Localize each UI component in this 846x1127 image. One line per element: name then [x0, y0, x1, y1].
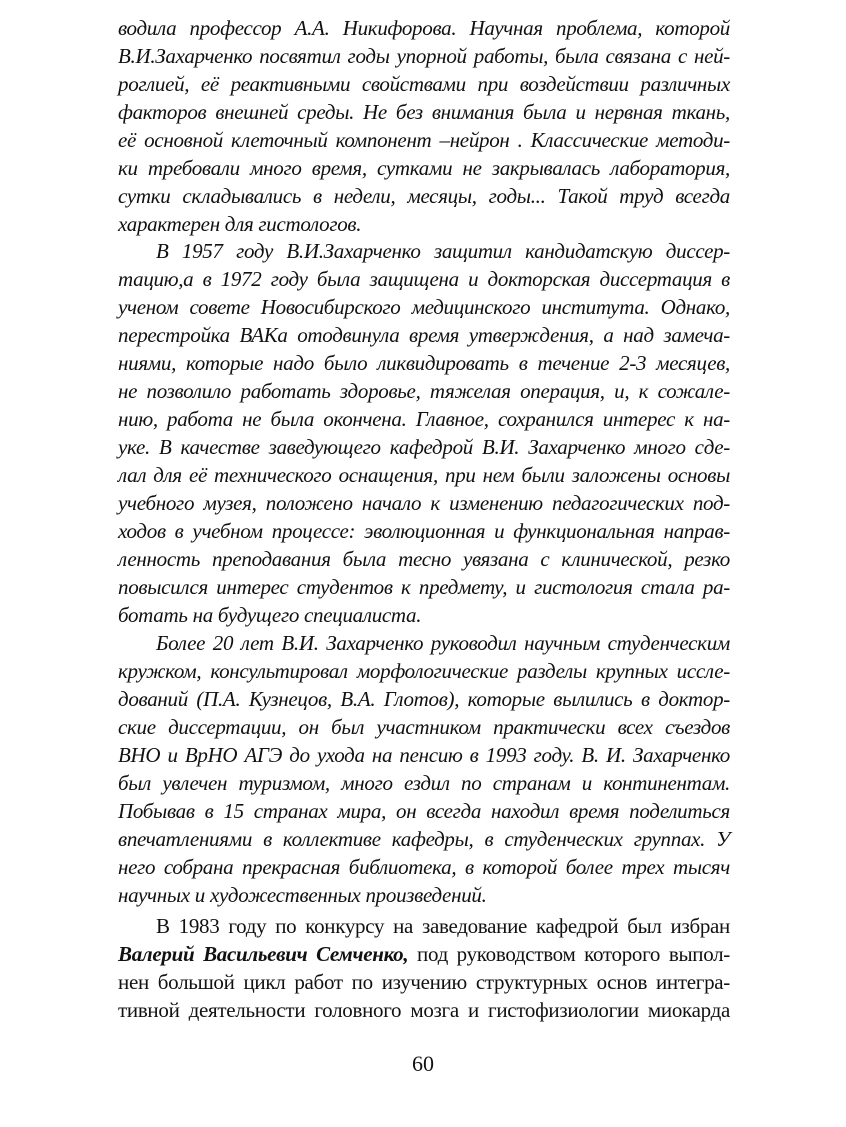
text-line: В.И.Захарченко посвятил годы упорной работы, была связана с ней- [118, 44, 730, 68]
text-line: В 1957 году В.И.Захарченко защитил кандидатскую диссер- [156, 239, 730, 263]
text-line: тивной деятельности головного мозга и гистофизиологии миокарда [118, 998, 730, 1022]
text-line: роглией, её реактивными свойствами при воздействии различных [118, 72, 730, 96]
text-line: повысился интерес студентов к предмету, и гистология стала ра- [118, 575, 730, 599]
text-line: впечатлениями в коллективе кафедры, в студенческих группах. У [118, 827, 730, 851]
text-line: ходов в учебном процессе: эволюционная и функциональная направ- [118, 519, 730, 543]
text-fragment: под руководством которого выпол- [408, 942, 730, 966]
text-line: характерен для гистологов. [118, 212, 362, 236]
text-line: Побывав в 15 странах мира, он всегда находил время поделиться [118, 799, 730, 823]
text-line: дований (П.А. Кузнецов, В.А. Глотов), которые вылились в доктор- [118, 687, 730, 711]
text-line: него собрана прекрасная библиотека, в которой более трех тысяч [118, 855, 730, 879]
page-number: 60 [412, 1051, 434, 1076]
text-line: научных и художественных произведений. [118, 883, 487, 907]
text-line: ки требовали много время, сутками не закрывалась лаборатория, [118, 156, 730, 180]
text-line: ские диссертации, он был участником практически всех съездов [118, 715, 730, 739]
text-line: лал для её технического оснащения, при нем были заложены основы [118, 463, 730, 487]
text-line: уке. В качестве заведующего кафедрой В.И. Захарченко много сде- [118, 435, 730, 459]
text-line [118, 940, 730, 968]
text-line: Более 20 лет В.И. Захарченко руководил научным студенческим [156, 631, 730, 655]
text-line: ленность преподавания была тесно увязана с клинической, резко [118, 547, 730, 571]
text-line: тацию,а в 1972 году была защищена и докторская диссертация в [118, 267, 730, 291]
text-line: был увлечен туризмом, много ездил по странам и континентам. [118, 771, 730, 795]
text-line: её основной клеточный компонент –нейрон . Классические методи- [118, 128, 730, 152]
text-line: ВНО и ВрНО АГЭ до ухода на пенсию в 1993 году. В. И. Захарченко [118, 743, 730, 767]
text-line: учебного музея, положено начало к изменению педагогических под- [118, 491, 730, 515]
text-line: ботать на будущего специалиста. [118, 603, 422, 627]
person-name: Валерий Васильевич Семченко, [118, 942, 409, 966]
text-line: нию, работа не была окончена. Главное, сохранился интерес к на- [118, 407, 730, 431]
text-line: перестройка ВАКа отодвинула время утверждения, а над замеча- [118, 323, 730, 347]
text-line: нен большой цикл работ по изучению структурных основ интегра- [118, 970, 730, 994]
text-line: не позволило работать здоровье, тяжелая операция, и, к сожале- [118, 379, 730, 403]
text-line: кружком, консультировал морфологические разделы крупных иссле- [118, 659, 730, 683]
text-line: факторов внешней среды. Не без внимания была и нервная ткань, [118, 100, 730, 124]
text-line: сутки складывались в недели, месяцы, годы... Такой труд всегда [118, 184, 730, 208]
text-line: В 1983 году по конкурсу на заведование кафедрой был избран [156, 914, 730, 938]
text-line: ученом совете Новосибирского медицинского института. Однако, [118, 295, 730, 319]
text-line: ниями, которые надо было ликвидировать в течение 2-3 месяцев, [118, 351, 730, 375]
text-line: водила профессор А.А. Никифорова. Научная проблема, которой [118, 16, 730, 40]
